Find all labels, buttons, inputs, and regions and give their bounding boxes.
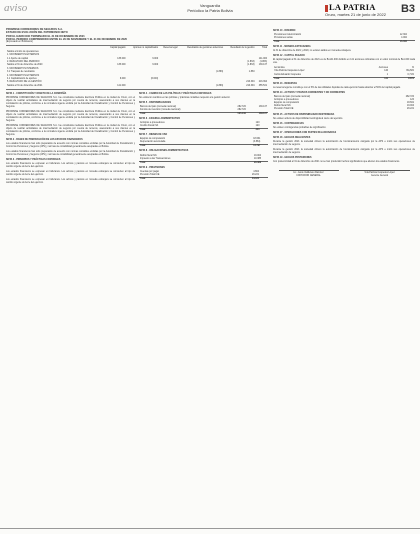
signatory-name: Lic. Jesús Valdivieso Ramirez <box>293 171 324 174</box>
note-title: NOTA 15 - ACTIVOS DE DISPONIBILIDAD RESTRINGIDA <box>273 113 335 116</box>
col-header: Accionista <box>274 67 285 70</box>
note-title: NOTA 7 - BIENES DE USO <box>139 134 168 137</box>
table-row: Total 565.440 139.137 <box>140 113 267 116</box>
col-header: Aportes no capitalizados <box>133 47 159 50</box>
cell-value: (1.863) <box>247 64 255 67</box>
page-header <box>0 0 420 20</box>
equity-table <box>6 47 268 88</box>
footer-rule <box>0 528 420 529</box>
note-text: No existieron cambios en las políticas y prácticas contables respecto a la gestión anterior. <box>139 96 231 99</box>
col-header: Capital pagado <box>110 47 126 50</box>
note-title: NOTA 19 - HECHOS POSTERIORES <box>273 156 312 159</box>
signatures <box>273 170 415 178</box>
table-row: Previsiones indemnización 12.304 <box>274 34 407 37</box>
note10-table <box>273 34 415 44</box>
row-label: Saldos al inicio de operaciones <box>7 50 39 53</box>
row-label: Saldos al 31 de diciembre de 2021 <box>7 84 43 87</box>
right-column <box>273 28 415 522</box>
table-row: Carlos Eduardo Céspedes 1 0,71% <box>274 73 414 76</box>
table-row: Bancos del país (moneda nacional) 282.720 139.137 <box>140 105 267 108</box>
note-title: NOTA 12 - CAPITAL PAGADO <box>273 55 305 58</box>
note-text: Durante la gestión 2021 la sociedad obtuvo la autorización de funcionamiento otorgada por la APS e inició sus operaciones de intermediación de seguros. <box>273 140 415 146</box>
table-row: Depreciación acumulada (3.864) <box>140 141 261 144</box>
note-text: Los estados financieros se expresan en bolivianos. Los activos y pasivos en moneda extranjera se convierten al tipo de cambio vigente al cierre del ejercicio. <box>6 170 135 176</box>
note-title: NOTA 1 - CONSTITUCIÓN Y OBJETO DE LA COMPAÑÍA <box>6 92 67 95</box>
cell-value: (6.000) <box>150 77 159 80</box>
row-label: 4. MOVIMIENTOS EXTERNOS <box>7 74 40 77</box>
row-label: 1. MOVIMIENTOS EXTERNOS <box>7 54 40 57</box>
cell-value: (1.863) <box>247 60 255 63</box>
row-label: 3. MOVIMIENTOS INTERNOS <box>7 67 39 70</box>
table-row: Fondos de inversión (moneda nacional) 282.720 <box>140 109 246 112</box>
table-row <box>6 84 268 87</box>
row-label: 5. RESULTADO DE LA GESTIÓN <box>7 81 42 84</box>
notes-columns <box>6 91 268 187</box>
col-header: % <box>411 67 414 70</box>
issue-date: Oruro, martes 21 de junio de 2022 <box>325 12 386 17</box>
table-row: Cuentas por pagar 4.804 <box>140 170 260 173</box>
note-title: NOTA 4 - CAMBIO DE LAS POLÍTICAS Y PRÁCTICAS CONTABLES <box>139 92 212 95</box>
row-label: 3.1 Traspaso de resultados <box>7 71 35 74</box>
period-line-1: POR EL EJERCICIO TERMINADO EL 31 DE DICIEMBRE DE 2021 <box>6 34 85 38</box>
table-row: Provisiones varias 4.002 <box>274 37 407 40</box>
signatory-role: CONTADOR GENERAL <box>296 174 321 177</box>
table-row: Total 14.797 <box>139 145 268 149</box>
cell-value: (1.863) <box>259 60 267 63</box>
page-number: B3 <box>400 3 415 15</box>
col-header: Resultados de gestiones anteriores <box>187 47 224 50</box>
note-text: La reserva legal se constituye con el 5% de las utilidades líquidas de cada ejercicio hasta alcanzar el 50% del capital pagado. <box>273 86 401 89</box>
note-text: Con posterioridad al 31 de diciembre de 2021 no se han producido hechos significativos que afecten los estados financieros. <box>273 160 400 163</box>
flag-icon <box>325 5 328 12</box>
note-text: PROMISSE CORREDORES DE SEGUROS S.A. fue constituida mediante Escritura Pública en la ciudad de Oruro, con el objeto de realizar actividades de intermediación de seguros por cuenta de terceros, asesorando a sus clientes en la contratación de pólizas, conforme a la normativa vigente emitida por la Autoridad de Fiscalización y Control de Pensiones y Seguros. <box>6 96 135 108</box>
table-row: Total 34.025 <box>139 177 268 181</box>
cell-value: 6.000 <box>152 57 159 60</box>
signatory-role: Gerente General <box>370 174 389 177</box>
header-center-line1: Vanguardia <box>199 3 221 8</box>
cell-value: 6.000 <box>119 77 126 80</box>
note-title: NOTA 2 - BASES DE PREPARACIÓN DE LOS ESTADOS FINANCIEROS <box>6 138 83 141</box>
table-row: Total 240 <box>139 129 268 133</box>
note-text: Al 31 de diciembre de 2021 y 2020, no existen saldos en moneda extranjera. <box>273 50 352 53</box>
table-row: Débito fiscal IVA 19.004 <box>140 154 262 157</box>
table-row: Total 16.306 <box>273 41 415 45</box>
row-label: Saldos al 31 de diciembre de 2020 <box>7 64 43 67</box>
note-title: NOTA 5 - DISPONIBILIDADES <box>139 101 172 104</box>
cell-value: 216.394 <box>246 84 255 87</box>
row-label: 2. RESULTADO DEL PERIODO <box>7 60 40 63</box>
notes-subcol-1 <box>6 91 135 187</box>
cell-value: 141.000 <box>117 84 126 87</box>
note-text: Los estados financieros se expresan en bolivianos. Los activos y pasivos en moneda extranjera se convierten al tipo de cambio vigente al cierre del ejercicio. <box>6 162 135 168</box>
cell-value: 141.000 <box>258 57 267 60</box>
note-title: NOTA 17 - OPERACIONES CON PARTES RELACIONADAS <box>273 131 337 134</box>
cell-value: 355.531 <box>258 84 267 87</box>
note-text: No existen contingencias probables de significación. <box>273 126 327 129</box>
current-assets-table: Bancos del país (moneda nacional) 282.720 Anticipos a proveedores 120 Equipos de computación 18.661 Débito fiscal IVA 19.004 Previsión Total IUE 29.221 <box>274 95 414 111</box>
table-row: Previsión Total IUE 29.221 <box>140 173 260 176</box>
table-row: Total 141 100% <box>274 77 414 80</box>
row-label: 1.1 Aporte de capital <box>7 57 28 60</box>
cell-value: 135.000 <box>117 57 126 60</box>
header-center <box>160 3 260 13</box>
header-center-line2: Periódico la Patria Bolivia <box>187 8 233 13</box>
table-row: Anticipos a proveedores 120 <box>140 122 260 125</box>
notes-subcol-2 <box>139 91 268 187</box>
table-row: Yola Patricia Céspedes López 140 99,29% <box>274 70 414 73</box>
cell-value: 216.394 <box>246 81 255 84</box>
shareholders-table <box>273 67 415 80</box>
currency-note: (Expresado en Bolivianos) <box>6 41 33 44</box>
note-text: Los estados financieros han sido preparados de acuerdo con normas contables emitidas por la Autoridad de Fiscalización y Control de Pensiones y Seguros (APS) y normas de contabilidad generalmente aceptadas en Bolivia. <box>6 142 135 148</box>
cell-value: 139.137 <box>258 64 267 67</box>
note-title: NOTA 13 - RESERVAS <box>273 82 297 85</box>
signature-block <box>279 170 339 178</box>
note-text: El capital pagado al 31 de diciembre de 2021 es de Bs141.000 dividido en 141 acciones ordinarias con un valor nominal de Bs1.000 cada una. <box>273 59 415 65</box>
signatory-name: Yola Patricia Céspedes López <box>364 171 395 174</box>
note6-table <box>139 122 268 132</box>
note-title: NOTA 6 - EXIGIBLE ADMINISTRATIVO <box>139 118 181 121</box>
note-text: PROMISSE CORREDORES DE SEGUROS S.A. fue constituida mediante Escritura Pública en la ciudad de Oruro, con el objeto de realizar actividades de intermediación de seguros por cuenta de terceros, asesorando a sus clientes en la contratación de pólizas, conforme a la normativa vigente emitida por la Autoridad de Fiscalización y Control de Pensiones y Seguros. <box>6 124 135 136</box>
note-title: NOTA 18 - HECHOS RELEVANTES <box>273 136 311 139</box>
note7-table <box>139 138 268 148</box>
table-row: Equipos de computación 18.661 <box>140 138 261 141</box>
cell-value: 135.000 <box>117 64 126 67</box>
row-label: 4.1 Capitalización de aportes <box>7 77 37 80</box>
cell-value: (1.863) <box>215 71 224 74</box>
cell-value <box>127 84 160 87</box>
note8-table <box>139 154 268 164</box>
statement-title: ESTADO DE EVOLUCIÓN DEL PATRIMONIO NETO <box>6 31 68 35</box>
col-header: Resultado de la gestión <box>230 47 255 50</box>
note9-table <box>139 171 268 181</box>
newspaper-logo <box>325 2 376 12</box>
table-row: Impuesto a las Transacciones 10.385 <box>140 157 262 160</box>
note-title: NOTA 14 - ACTIVOS Y PASIVOS CORRIENTES Y NO CORRIENTES <box>273 91 345 94</box>
table-row: Crédito Fiscal IVA 120 <box>140 125 260 128</box>
signature-block <box>350 170 410 178</box>
note-text: No existen activos de disponibilidad restringida al cierre del ejercicio. <box>273 117 343 120</box>
cell-value: 216.394 <box>258 81 267 84</box>
cell-value: 1.863 <box>248 71 255 74</box>
note-title: NOTA 16 - CONTINGENCIAS <box>273 122 304 125</box>
note-title: NOTA 8 - OBLIGACIONES ADMINISTRATIVAS <box>139 150 189 153</box>
note5-table <box>139 106 268 116</box>
left-column <box>6 28 268 187</box>
logo-text: LA PATRIA <box>329 2 376 12</box>
cell-value: (1.863) <box>215 84 224 87</box>
note-text: Los estados financieros se expresan en bolivianos. Los activos y pasivos en moneda extranjera se convierten al tipo de cambio vigente al cierre del ejercicio. <box>6 178 135 184</box>
note-title: NOTA 11 - MONEDA EXTRANJERA <box>273 46 311 49</box>
col-header: Total <box>262 47 267 50</box>
table-row: Total 29.389 <box>139 161 268 165</box>
col-header: Acciones <box>378 67 389 70</box>
note-text: Durante la gestión 2021 la sociedad obtuvo la autorización de funcionamiento otorgada por la APS e inició sus operaciones de intermediación de seguros. <box>273 148 415 154</box>
section-label: aviso <box>4 2 28 14</box>
note-text: PROMISSE CORREDORES DE SEGUROS S.A. fue constituida mediante Escritura Pública en la ciudad de Oruro, con el objeto de realizar actividades de intermediación de seguros por cuenta de terceros, asesorando a sus clientes en la contratación de pólizas, conforme a la normativa vigente emitida por la Autoridad de Fiscalización y Control de Pensiones y Seguros. <box>6 110 135 122</box>
note-title: NOTA 10 - DIFERIDO <box>273 30 296 32</box>
note-text: Los estados financieros han sido preparados de acuerdo con normas contables emitidas por la Autoridad de Fiscalización y Control de Pensiones y Seguros (APS) y normas de contabilidad generalmente aceptadas en Bolivia. <box>6 150 135 156</box>
note-title: NOTA 3 - PRINCIPIOS Y PRÁCTICAS CONTABLES <box>6 158 61 161</box>
note-title: NOTA 9 - PREVISIONES <box>139 166 165 169</box>
company-name: PROMISSE CORREDORES DE SEGUROS S.A. <box>6 28 63 31</box>
col-header: Reserva legal <box>163 47 178 50</box>
cell-value: 6.000 <box>152 64 159 67</box>
cell-value <box>159 84 178 87</box>
period-line-2: POR EL PERIODO COMPRENDIDO ENTRE EL 29 DE NOVIEMBRE Y EL 31 DE DICIEMBRE DE 2020 <box>6 37 127 41</box>
divider <box>6 89 268 90</box>
